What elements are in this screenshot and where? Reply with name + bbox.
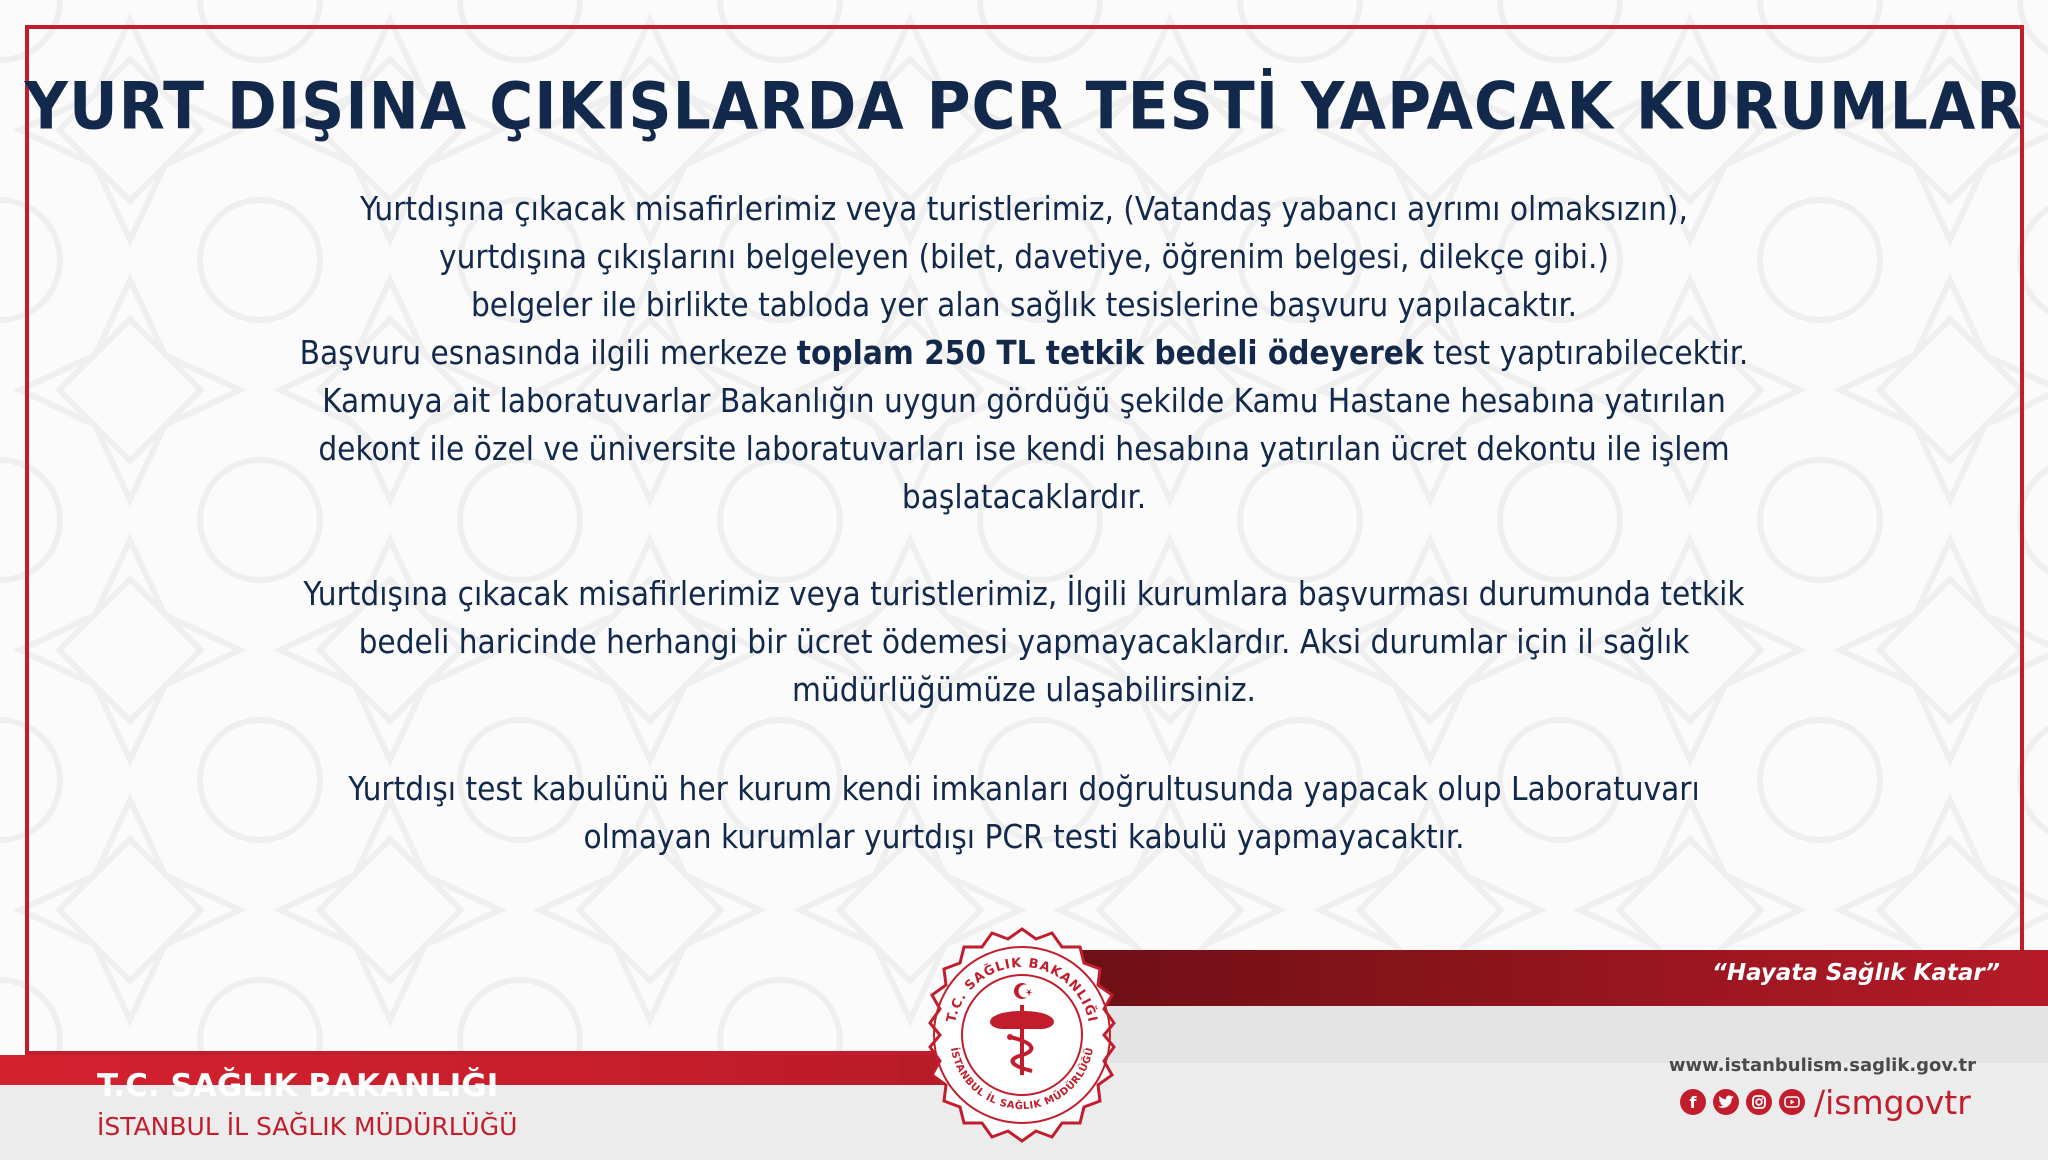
paragraph-line: dekont ile özel ve üniversite laboratuvarları ise kendi hesabına yatırılan ücret dekontu ile işlem: [318, 429, 1730, 468]
red-border-frame: [25, 25, 2024, 1055]
page-title: YURT DIŞINA ÇIKIŞLARDA PCR TESTİ YAPACAK KURUMLAR: [24, 69, 2024, 145]
paragraph-line: Yurtdışına çıkacak misafirlerimiz veya turistlerimiz, İlgili kurumlara başvurması durumunda tetkik: [303, 574, 1745, 613]
slogan-text: “Hayata Sağlık Katar”: [1712, 960, 2000, 986]
paragraph-line: yurtdışına çıkışlarını belgeleyen (bilet, davetiye, öğrenim belgesi, dilekçe gibi.): [439, 237, 1609, 276]
paragraph-line: Kamuya ait laboratuvarlar Bakanlığın uygun gördüğü şekilde Kamu Hastane hesabına yatırılan: [322, 381, 1726, 420]
youtube-icon[interactable]: [1779, 1089, 1805, 1115]
paragraph-line: olmayan kurumlar yurtdışı PCR testi kabulü yapmayacaktır.: [583, 817, 1465, 856]
paragraph-line: bedeli haricinde herhangi bir ücret ödemesi yapmayacaklardır. Aksi durumlar için il sağlık: [358, 622, 1690, 661]
social-handle[interactable]: /ismgovtr: [1814, 1082, 1971, 1122]
facebook-icon[interactable]: f: [1680, 1089, 1706, 1115]
paragraph-line-fee: [160, 329, 1888, 377]
ministry-name: T.C. SAĞLIK BAKANLIĞI: [97, 1068, 499, 1104]
paragraph-application-info: [160, 185, 1888, 521]
directorate-name: İSTANBUL İL SAĞLIK MÜDÜRLÜĞÜ: [97, 1112, 518, 1141]
seal-top-text: T.C. SAĞLIK BAKANLIĞI: [944, 955, 1100, 1025]
paragraph-line: Yurtdışı test kabulünü her kurum kendi imkanları doğrultusunda yapacak olup Laboratuvarı: [348, 769, 1700, 808]
ministry-seal-logo: [912, 925, 1132, 1145]
instagram-icon[interactable]: [1746, 1089, 1772, 1115]
twitter-icon[interactable]: [1713, 1089, 1739, 1115]
paragraph-line: Yurtdışına çıkacak misafirlerimiz veya turistlerimiz, (Vatandaş yabancı ayrımı olmaksızın),: [360, 189, 1688, 228]
fee-text-post: test yaptırabilecektir.: [1423, 333, 1749, 372]
paragraph-line: başlatacaklardır.: [901, 477, 1147, 516]
paragraph-line: müdürlüğümüze ulaşabilirsiniz.: [792, 670, 1256, 709]
paragraph-no-extra-fee: [160, 570, 1888, 714]
footer-gray-band: [1090, 1003, 2048, 1063]
paragraph-line: belgeler ile birlikte tabloda yer alan sağlık tesislerine başvuru yapılacaktır.: [470, 285, 1578, 324]
paragraph-test-acceptance: [160, 765, 1888, 861]
fee-highlight: toplam 250 TL tetkik bedeli ödeyerek: [796, 333, 1424, 372]
fee-text-pre: Başvuru esnasında ilgili merkeze: [299, 333, 797, 372]
website-link[interactable]: www.istanbulism.saglik.gov.tr: [1668, 1055, 1976, 1076]
seal-bottom-text: İSTANBUL İL SAĞLIK MÜDÜRLÜĞÜ: [947, 1046, 1097, 1113]
social-links: [1680, 1082, 1971, 1122]
